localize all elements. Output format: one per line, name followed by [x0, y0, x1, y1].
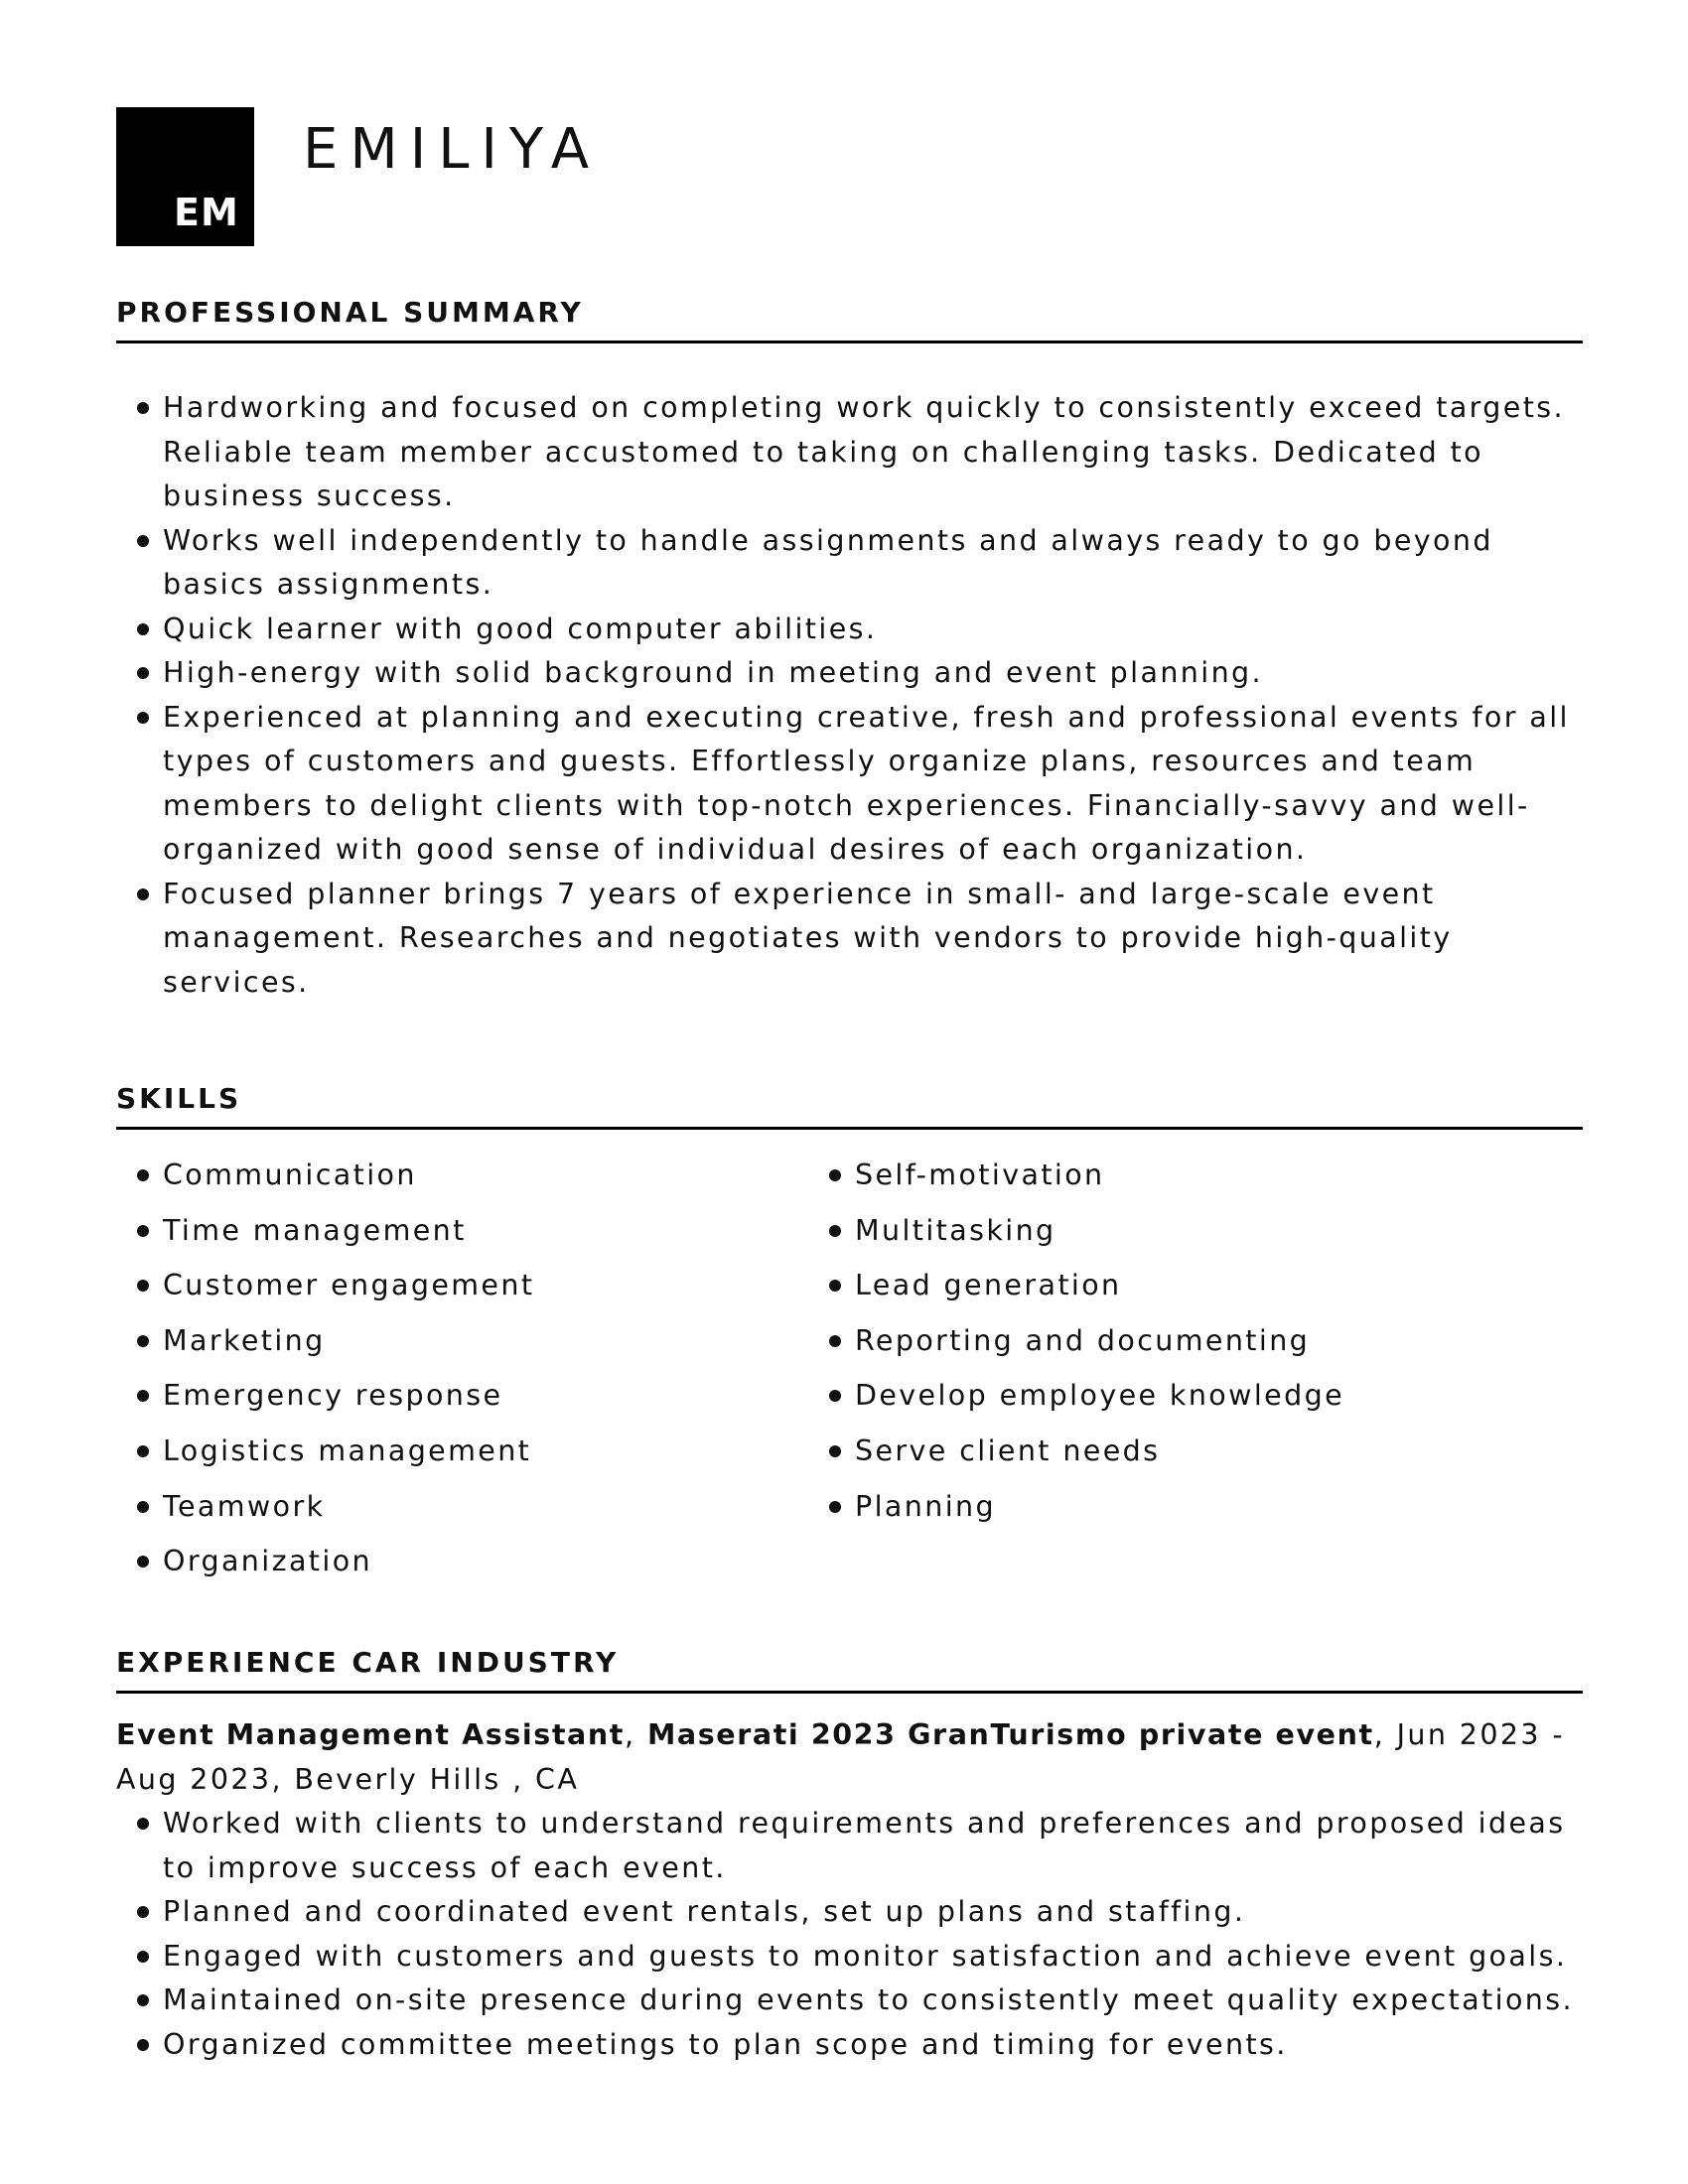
skill-item: Reporting and documenting — [808, 1313, 1500, 1369]
job-company: Maserati 2023 GranTurismo private event — [646, 1718, 1374, 1751]
experience-item: Maintained on-site presence during events to consistently meet quality expectations. — [116, 1979, 1583, 2023]
monogram-badge — [116, 107, 254, 246]
summary-item: Hardworking and focused on completing work quickly to consistently exceed targets. Reliable team member accustomed to taking on challenging tasks. Dedicated to business success. — [116, 386, 1583, 519]
skill-item: Self-motivation — [808, 1148, 1500, 1203]
summary-heading: PROFESSIONAL SUMMARY — [116, 296, 1583, 343]
skill-item: Organization — [116, 1534, 808, 1589]
monogram-initials: EM — [174, 191, 239, 234]
skills-list-right — [808, 1148, 1500, 1534]
skill-item: Customer engagement — [116, 1258, 808, 1313]
job-details: , Jun 2023 - Aug 2023, Beverly Hills , CA — [116, 1718, 1566, 1796]
summary-item: High-energy with solid background in meeting and event planning. — [116, 651, 1583, 696]
summary-item: Quick learner with good computer abilities. — [116, 608, 1583, 652]
summary-item: Works well independently to handle assignments and always ready to go beyond basics assignments. — [116, 519, 1583, 608]
summary-section — [116, 296, 1583, 1005]
experience-item: Organized committee meetings to plan scope and timing for events. — [116, 2023, 1583, 2068]
skill-item: Emergency response — [116, 1368, 808, 1424]
skill-item: Multitasking — [808, 1203, 1500, 1259]
summary-item: Experienced at planning and executing creative, fresh and professional events for all types of customers and guests. Effortlessly organize plans, resources and team members to delight clients with top-notch experiences. Financially-savvy and well-organized with good sense of individual desires of each organization. — [116, 696, 1583, 873]
candidate-name: EMILIYA — [303, 117, 602, 182]
skill-item: Develop employee knowledge — [808, 1368, 1500, 1424]
skills-column-right — [808, 1148, 1500, 1589]
skill-item: Planning — [808, 1479, 1500, 1535]
job-separator: , — [625, 1718, 647, 1751]
skill-item: Marketing — [116, 1313, 808, 1369]
experience-section — [116, 1646, 1583, 2067]
skill-item: Logistics management — [116, 1424, 808, 1479]
skills-column-left — [116, 1148, 808, 1589]
experience-heading: EXPERIENCE CAR INDUSTRY — [116, 1646, 1583, 1694]
experience-item: Planned and coordinated event rentals, set up plans and staffing. — [116, 1890, 1583, 1935]
skill-item: Communication — [116, 1148, 808, 1203]
skill-item: Time management — [116, 1203, 808, 1259]
summary-item: Focused planner brings 7 years of experience in small- and large-scale event management. Researches and negotiates with vendors to provide high-quality services. — [116, 873, 1583, 1006]
experience-list — [116, 1802, 1583, 2067]
skill-item: Teamwork — [116, 1479, 808, 1535]
skills-section — [116, 1082, 1583, 1589]
experience-item: Engaged with customers and guests to monitor satisfaction and achieve event goals. — [116, 1935, 1583, 1979]
job-heading — [116, 1713, 1583, 1802]
summary-list — [116, 386, 1583, 1005]
skill-item: Serve client needs — [808, 1424, 1500, 1479]
skills-list-left — [116, 1148, 808, 1589]
skills-grid — [116, 1148, 1583, 1589]
experience-item: Worked with clients to understand requirements and preferences and proposed ideas to improve success of each event. — [116, 1802, 1583, 1890]
skills-heading: SKILLS — [116, 1082, 1583, 1130]
skill-item: Lead generation — [808, 1258, 1500, 1313]
job-role: Event Management Assistant — [116, 1718, 626, 1751]
